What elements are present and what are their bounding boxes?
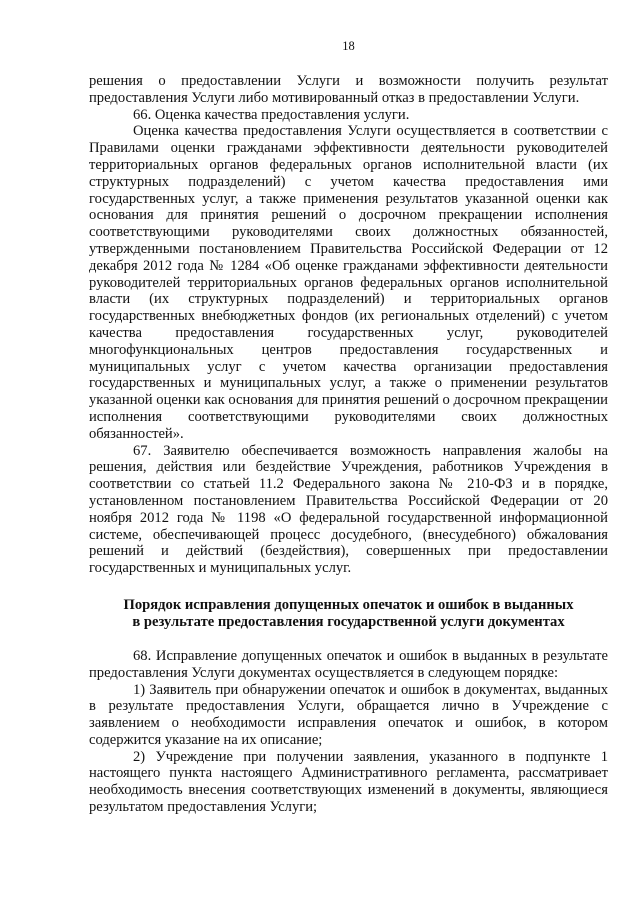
section-heading [89,597,608,631]
section-heading-line-1: Порядок исправления допущенных опечаток и ошибок в выданных [123,596,574,613]
section-heading-line-2: в результате предоставления государственной услуги документах [132,613,565,630]
document-body [89,73,608,816]
paragraph-66-title: 66. Оценка качества предоставления услуги. [133,106,410,123]
paragraph-68-item-2: 2) Учреждение при получении заявления, указанного в подпункте 1 настоящего пункта настоящего Административного регламента, рассматривает необходимость внесения соответствующих изменений в документы, являющиеся результатом предоставления Услуги; [89,748,608,816]
page-number: 18 [342,39,355,53]
paragraph-68-item-1: 1) Заявитель при обнаружении опечаток и ошибок в документах, выданных в результате предоставления Услуги, обращается лично в Учреждение с заявлением о необходимости исправления опечаток и ошибок, в котором содержится указание на их описание; [89,681,608,748]
paragraph-65-continuation: решения о предоставлении Услуги и возможности получить результат предоставления Услуги либо мотивированный отказ в предоставлении Услуги. [89,73,608,106]
paragraph-66-body: Оценка качества предоставления Услуги осуществляется в соответствии с Правилами оценки гражданами эффективности деятельности руководителей территориальных органов федеральных органов исполнительной власти (их структурных подразделений) с учетом качества предоставления ими государственных услуг, а также применения результатов указанной оценки как основания для принятия решений о досрочном прекращении исполнения соответствующими руководителями своих должностных обязанностей, утвержденными постановлением Правительства Российской Федерации от 12 декабря 2012 года № 1284 «Об оценке гражданами эффективности деятельности руководителей территориальных органов федеральных органов исполнительной власти (их структурных подразделений) и территориальных органов государственных внебюджетных фондов (их региональных отделений) с учетом качества предоставления государственных услуг, руководителей многофункциональных центров предоставления государственных и муниципальных услуг с учетом качества организации предоставления государственных и муниципальных услуг, а также о применении результатов указанной оценки как основания для принятия решений о досрочном прекращении исполнения соответствующими руководителями своих должностных обязанностей». [89,123,608,442]
paragraph-68: 68. Исправление допущенных опечаток и ошибок в выданных в результате предоставления Услуги документах осуществляется в следующем порядке: [89,647,608,681]
paragraph-67: 67. Заявителю обеспечивается возможность направления жалобы на решения, действия или бездействие Учреждения, работников Учреждения в соответствии со статьей 11.2 Федерального закона № 210-ФЗ и в порядке, установленном постановлением Правительства Российской Федерации от 20 ноября 2012 года № 1198 «О федеральной государственной информационной системе, обеспечивающей процесс досудебного, (внесудебного) обжалования решений и действий (бездействия), совершенных при предоставлении государственных и муниципальных услуг. [89,442,608,577]
